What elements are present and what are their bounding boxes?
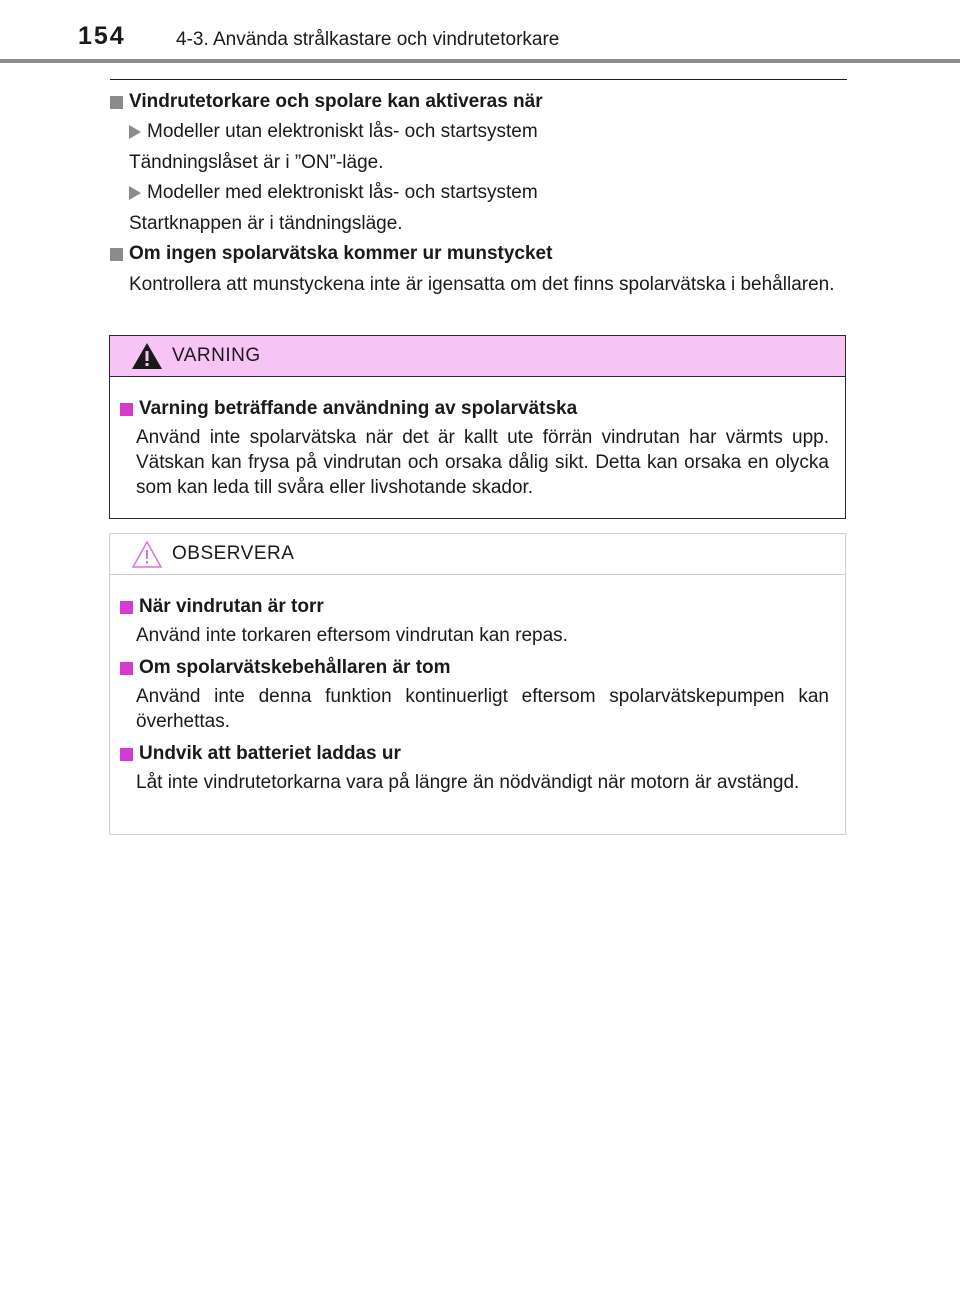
- square-bullet-icon: [110, 248, 123, 261]
- sub-item: Modeller med elektroniskt lås- och startsystem: [129, 179, 842, 207]
- notice-item-heading: Om spolarvätskebehållaren är tom: [120, 654, 829, 682]
- chapter-title: 4-3. Använda strålkastare och vindrutetorkare: [176, 29, 560, 50]
- notice-item-heading: När vindrutan är torr: [120, 593, 829, 621]
- notice-item-heading: Undvik att batteriet laddas ur: [120, 740, 829, 768]
- square-bullet-icon: [110, 96, 123, 109]
- square-bullet-icon: [120, 601, 133, 614]
- section-divider: [110, 79, 847, 80]
- triangle-bullet-icon: [129, 186, 141, 200]
- notice-item-text: Använd inte denna funktion kontinuerligt eftersom spolarvätskepumpen kan överhettas.: [136, 686, 829, 732]
- triangle-bullet-icon: [129, 125, 141, 139]
- notice-box: [109, 533, 846, 835]
- header-divider: [0, 59, 960, 63]
- paragraph: Tändningslåset är i ”ON”-läge.: [129, 152, 384, 173]
- square-bullet-icon: [120, 748, 133, 761]
- square-bullet-icon: [120, 403, 133, 416]
- page-number: 154: [78, 22, 126, 50]
- section-heading: Vindrutetorkare och spolare kan aktiveras när: [110, 88, 842, 116]
- warning-item-heading: Varning beträffande användning av spolarvätska: [120, 395, 829, 423]
- section-heading: Om ingen spolarvätska kommer ur munstycket: [110, 240, 842, 268]
- warning-body: [110, 377, 845, 500]
- warning-header: [110, 336, 845, 377]
- warning-triangle-outline-icon: [130, 539, 164, 569]
- warning-box: [109, 335, 846, 519]
- square-bullet-icon: [120, 662, 133, 675]
- notice-header: [110, 534, 845, 575]
- paragraph: Kontrollera att munstyckena inte är igensatta om det finns spolarvätska i behållaren.: [129, 274, 835, 295]
- main-content: [110, 88, 842, 301]
- paragraph: Startknappen är i tändningsläge.: [129, 213, 403, 234]
- notice-body: [110, 575, 845, 795]
- warning-label: VARNING: [172, 345, 261, 366]
- sub-item: Modeller utan elektroniskt lås- och startsystem: [129, 118, 842, 146]
- notice-item-text: Låt inte vindrutetorkarna vara på längre än nödvändigt när motorn är avstängd.: [136, 772, 800, 793]
- notice-label: OBSERVERA: [172, 543, 295, 564]
- warning-item-text: Använd inte spolarvätska när det är kallt ute förrän vindrutan har värmts upp. Vätskan kan frysa på vindrutan och orsaka dålig sikt. Detta kan orsaka en olycka som kan leda till svåra eller livshotande skador.: [136, 427, 829, 498]
- warning-triangle-filled-icon: [130, 341, 164, 371]
- notice-item-text: Använd inte torkaren eftersom vindrutan kan repas.: [136, 625, 568, 646]
